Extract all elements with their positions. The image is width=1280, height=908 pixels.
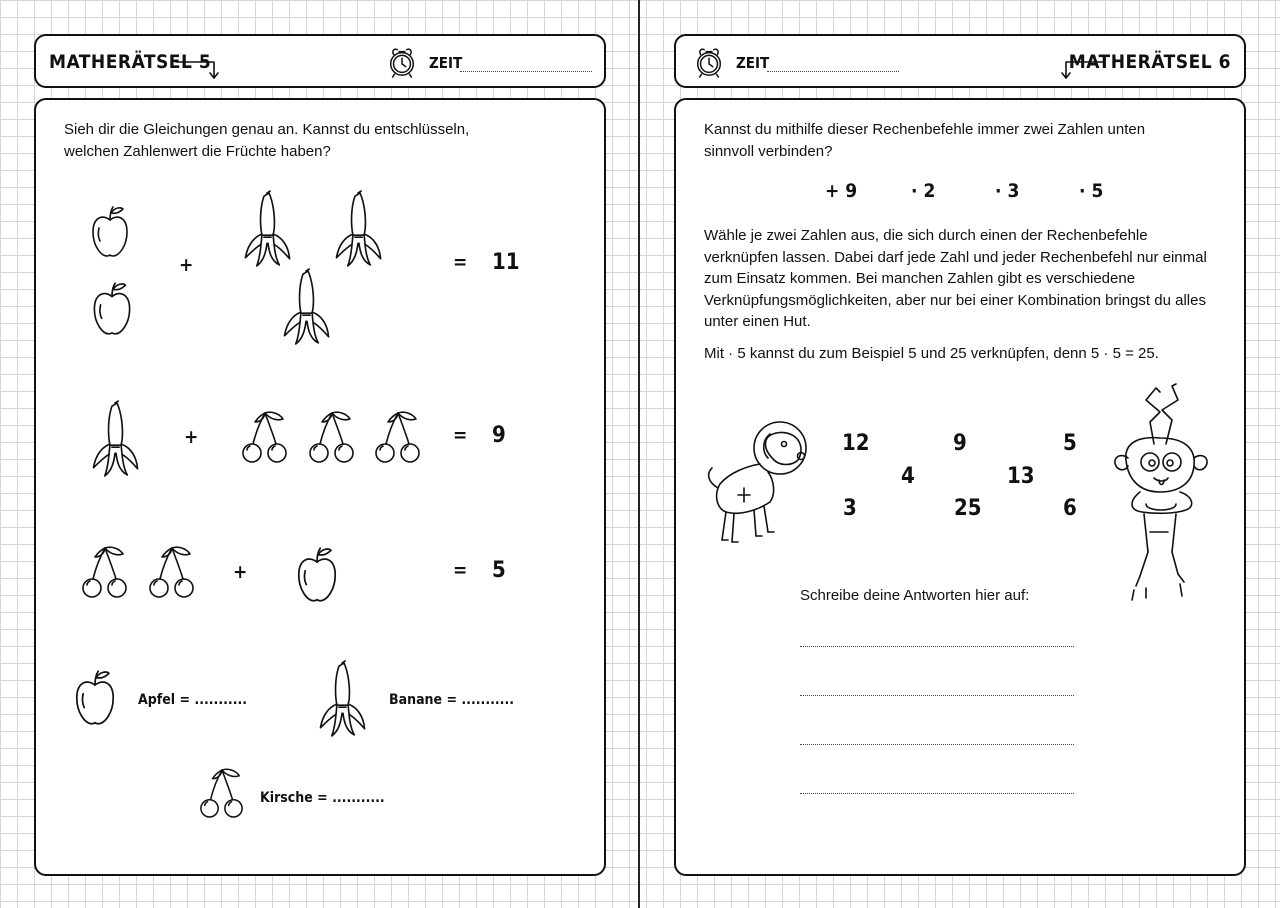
banana-answer[interactable]: Banane = ........... [389,692,515,708]
cherry-icon [148,544,196,602]
plus-sign: + [184,426,199,448]
right-title: MATHERÄTSEL 6 [1068,51,1231,73]
cherry-answer[interactable]: Kirsche = ........... [260,790,385,806]
right-paragraph: Wähle je zwei Zahlen aus, die sich durch einen der Rechenbefehle verknüpfen lassen. Dabei darf jede Zahl und jeder Rechenbefehl nur einmal zum Einsatz kommen. Bei manchen Zahlen gibt es verschiedene Verknüpfungsmöglichkeiten, aber nur bei einer Kombination bringst du alles unter einen Hut. [704,227,1207,330]
number-cell: 4 [901,464,915,489]
space-dog-illustration [704,418,820,546]
plus-sign: + [179,254,194,276]
left-zeit-field[interactable] [460,71,592,72]
cherry-icon [81,544,129,602]
left-zeit-label: ZEIT [429,54,463,72]
operator: + 9 [825,180,858,202]
plus-sign: + [233,561,248,583]
cherry-icon [308,409,356,467]
number-cell: 5 [1063,431,1077,456]
number-cell: 6 [1063,496,1077,521]
answer-prompt: Schreibe deine Antworten hier auf: [800,587,1030,604]
cherry-icon [199,766,245,822]
number-cell: 13 [1007,464,1035,489]
apple-answer[interactable]: Apfel = ........... [138,692,248,708]
alien-robot-illustration [1106,382,1216,608]
equals-sign: = [453,559,468,581]
number-cell: 3 [843,496,857,521]
answer-line-1[interactable] [800,646,1074,647]
equals-sign: = [453,424,468,446]
apple-icon [90,280,134,338]
right-example: Mit · 5 kannst du zum Beispiel 5 und 25 verknüpfen, denn 5 · 5 = 25. [704,345,1159,362]
operator: · 2 [911,180,936,202]
left-instructions: Sieh dir die Gleichungen genau an. Kannst du entschlüsseln, welchen Zahlenwert die Früchte haben? [64,121,470,160]
answer-line-2[interactable] [800,695,1074,696]
book-spine [638,0,640,908]
number-cell: 25 [954,496,982,521]
left-title: MATHERÄTSEL 5 [49,51,212,73]
right-header [674,34,1246,88]
banana-icon [89,400,141,478]
apple-icon [72,668,118,728]
operator: · 5 [1079,180,1104,202]
left-header [34,34,606,88]
alarm-clock-icon [386,46,418,78]
right-zeit-label: ZEIT [736,54,770,72]
alarm-clock-icon [693,46,725,78]
number-cell: 12 [842,431,870,456]
cherry-icon [374,409,422,467]
apple-icon [294,545,340,605]
cherry-icon [241,409,289,467]
right-intro: Kannst du mithilfe dieser Rechenbefehle immer zwei Zahlen unten sinnvoll verbinden? [704,121,1146,160]
left-content [34,98,606,876]
banana-icon [241,190,293,268]
answer-line-3[interactable] [800,744,1074,745]
result-value: 9 [492,423,506,448]
equals-sign: = [453,251,468,273]
banana-icon [280,268,332,346]
result-value: 11 [492,250,520,275]
banana-icon [316,660,368,738]
result-value: 5 [492,558,506,583]
banana-icon [332,190,384,268]
answer-line-4[interactable] [800,793,1074,794]
operator: · 3 [995,180,1020,202]
arrow-down-right-icon [174,57,220,81]
right-zeit-field[interactable] [767,71,899,72]
right-content [674,98,1246,876]
apple-icon [89,204,131,260]
number-cell: 9 [953,431,967,456]
